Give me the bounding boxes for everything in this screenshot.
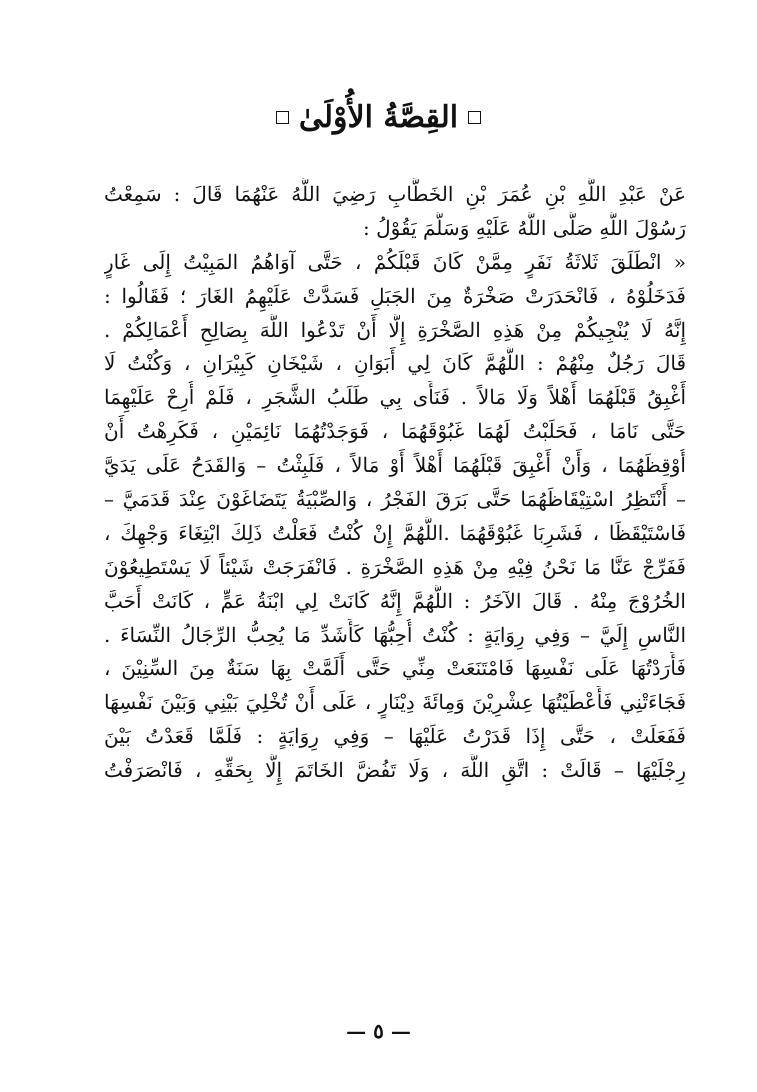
text-line: فَأَرَدْتُهَا عَلَى نَفْسِهَا فَامْتَنَعَتْ مِنِّي حَتَّى أَلَمَّتْ بِهَا سَنَةٌ مِنَ السِّنِيْنَ ، (104, 656, 686, 681)
text-line: فَدَخَلُوْهُ ، فَانْحَدَرَتْ صَخْرَةٌ مِنَ الجَبَلِ فَسَدَّتْ عَلَيْهِمُ الغَارَ ؛ فَقَالُوا : (104, 283, 686, 308)
text-line: النَّاسِ إِلَيَّ – وَفِي رِوَايَةٍ : كُنْتُ أُحِبُّهَا كَأَشَدِّ مَا يُحِبُّ الرِّجَالُ النِّسَاءَ . (104, 622, 686, 647)
text-line: رَسُوْلَ اللَّهِ صَلَّى اللَّهُ عَلَيْهِ وَسَلَّمَ يَقُوْلُ : (363, 215, 686, 240)
text-line: فَفَعَلَتْ ، حَتَّى إِذَا قَدَرْتُ عَلَيْهَا – وَفِي رِوَايَةٍ : فَلَمَّا قَعَدْتُ بَيْنَ (104, 724, 686, 749)
text-line: « انْطَلَقَ ثَلاثَةُ نَفَرٍ مِمَّنْ كَانَ قَبْلَكُمْ ، حَتَّى آوَاهُمُ المَبِيْتُ إِلَى غَارٍ (104, 249, 686, 274)
page-number: — ٥ — (346, 1019, 411, 1043)
text-line: فَاسْتَيْقَظَا ، فَشَرِبَا غَبُوْقَهُمَا .اللَّهُمَّ إِنْ كُنْتُ فَعَلْتُ ذَلِكَ ابْتِغَاءَ وَجْهِكَ ، (104, 520, 686, 545)
text-line: – أَنْتَظِرُ اسْتِيْقَاظَهُمَا حَتَّى بَرَقَ الفَجْرُ ، وَالصِّبْيَةُ يَتَضَاغَوْنَ عِنْدَ قَدَمَيَّ – (104, 487, 686, 512)
story-title-text: القِصَّةُ الأُوْلَىٰ (298, 100, 459, 135)
text-line: عَنْ عَبْدِ اللَّهِ بْنِ عُمَرَ بْنِ الخَطَّابِ رَضِيَ اللَّهُ عَنْهُمَا قَالَ : سَمِعْتُ (104, 182, 686, 206)
text-line: قَالَ رَجُلٌ مِنْهُمْ : اللَّهُمَّ كَانَ لِي أَبَوَانِ ، شَيْخَانِ كَبِيْرَانِ ، وَكُنْتُ لَا (104, 351, 686, 376)
text-line: فَفَرِّجْ عَنَّا مَا نَحْنُ فِيْهِ مِنْ هَذِهِ الصَّخْرَةِ . فَانْفَرَجَتْ شَيْئاً لَا يَسْتَطِيعُوْنَ (104, 554, 686, 579)
text-line: أُوْقِظَهُمَا ، وَأَنْ أَغْبِقَ قَبْلَهُمَا أَهْلاً أَوْ مَالاً ، فَلَبِثْتُ – وَالقَدَحُ عَلَى يَدَيَّ (104, 453, 686, 478)
story-body (104, 178, 686, 788)
text-line: فَجَاءَتْنِي فَأَعْطَيْتُهَا عِشْرِيْنَ وَمِائَةَ دِيْنَارٍ ، عَلَى أَنْ تُخْلِيَ بَيْنِي وَبَيْنَ نَفْسِهَا (104, 690, 686, 715)
story-title (0, 98, 757, 138)
text-line: الخُرُوْجَ مِنْهُ . قَالَ الآخَرُ : اللَّهُمَّ إِنَّهُ كَانَتْ لِي ابْنَةُ عَمٍّ ، كَانَتْ أَحَبَّ (104, 588, 686, 613)
text-line: رِجْلَيْهَا – قَالَتْ : اتَّقِ اللَّهَ ، وَلَا تَفُضَّ الخَاتَمَ إِلَّا بِحَقِّهِ ، فَانْصَرَفْتُ (104, 758, 686, 783)
text-line: حَتَّى نَامَا ، فَحَلَبْتُ لَهُمَا غَبُوْقَهُمَا ، فَوَجَدْتُهُمَا نَائِمَيْنِ ، فَكَرِهْتُ أَنْ (104, 419, 686, 444)
text-line: أَغْبِقُ قَبْلَهُمَا أَهْلاً وَلَا مَالاً . فَنَأَى بِي طَلَبُ الشَّجَرِ ، فَلَمْ أُرِحْ عَلَيْهِمَا (104, 385, 686, 410)
title-square-icon (468, 111, 481, 124)
text-line: إِنَّهُ لَا يُنْجِيكُمْ مِنْ هَذِهِ الصَّخْرَةِ إِلَّا أَنْ تَدْعُوا اللَّهَ بِصَالِحِ أَعْمَالِكُمْ . (104, 317, 686, 342)
title-square-icon (276, 111, 289, 124)
